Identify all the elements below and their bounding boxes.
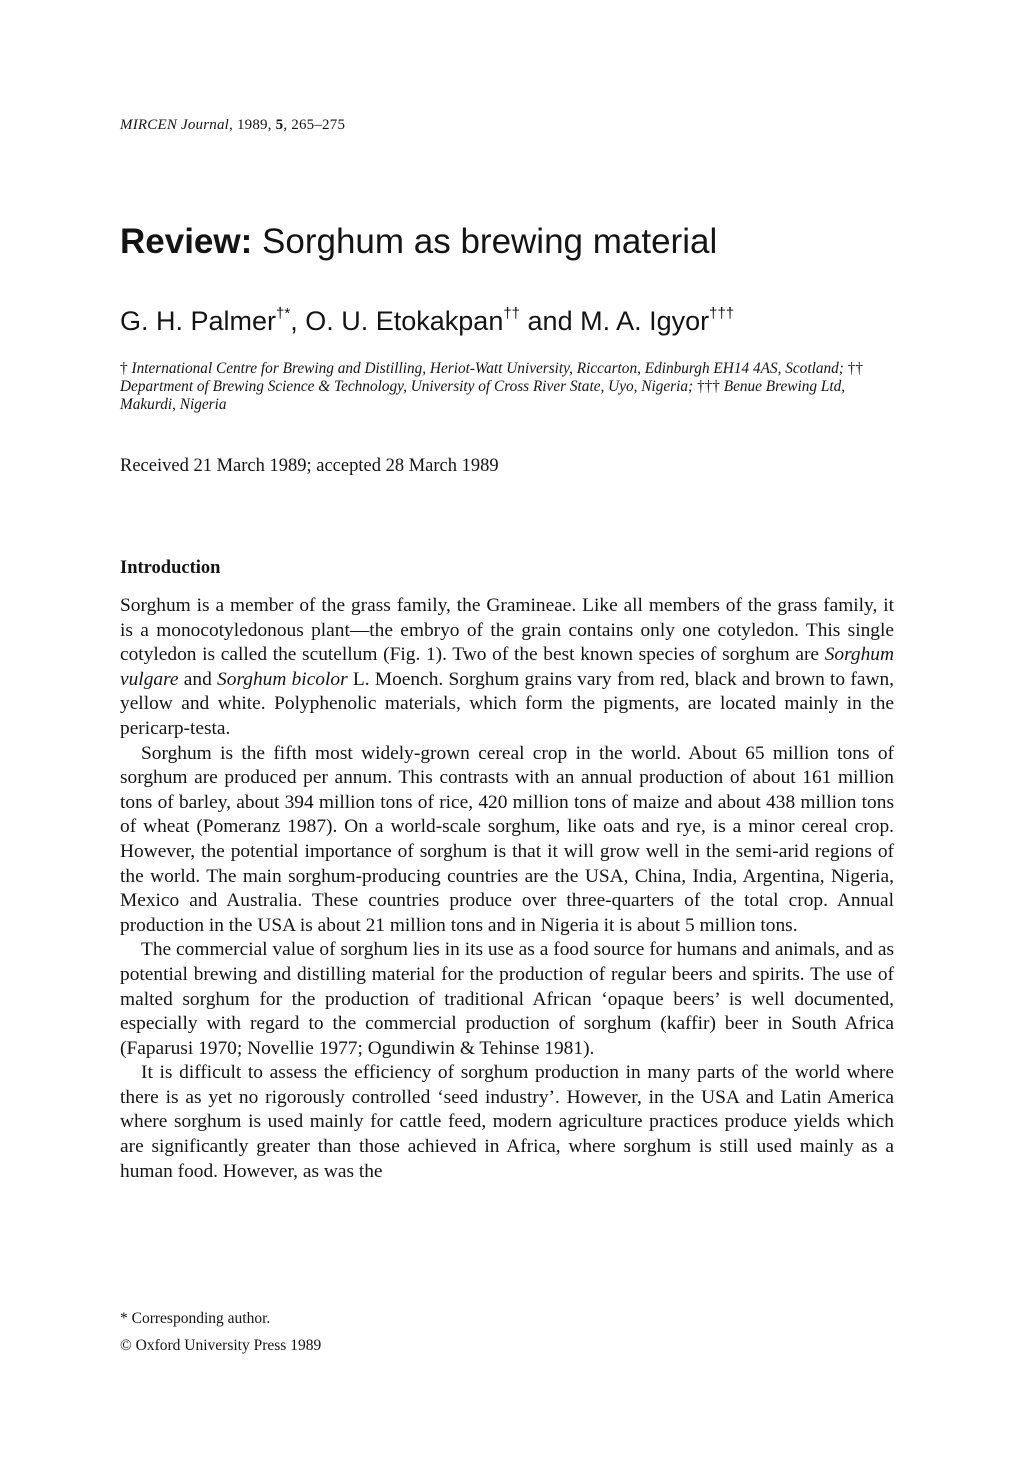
section-heading-introduction: Introduction bbox=[120, 558, 221, 578]
introduction-body bbox=[120, 594, 894, 1184]
affil-mark-3: ††† bbox=[696, 378, 720, 395]
author-igyor: M. A. Igyor bbox=[580, 306, 710, 336]
author-list bbox=[120, 306, 734, 337]
author-separator: , bbox=[290, 306, 306, 336]
affil-text-3: Benue Brewing Ltd, Makurdi, Nigeria bbox=[120, 378, 846, 413]
affil-mark-2: †† bbox=[847, 360, 863, 377]
species-sorghum-bicolor: Sorghum bicolor bbox=[217, 668, 348, 690]
author-etokakpan-mark: †† bbox=[503, 305, 521, 322]
affil-text-2: Department of Brewing Science & Technology, University of Cross River State, Uyo, Nigeria; bbox=[120, 378, 697, 395]
paragraph-2: Sorghum is the fifth most widely-grown cereal crop in the world. About 65 million tons of sorghum are produced per annum. This contrasts with an annual production of about 161 million tons of barley, about 394 million tons of rice, 420 million tons of maize and about 438 million tons of wheat (Pomeranz 1987). On a world-scale sorghum, like oats and rye, is a minor cereal crop. However, the potential importance of sorghum is that it will grow well in the semi-arid regions of the world. The main sorghum-producing countries are the USA, China, India, Argentina, Nigeria, Mexico and Australia. These countries produce over three-quarters of the total crop. Annual production in the USA is about 21 million tons and in Nigeria it is about 5 million tons. bbox=[120, 742, 894, 936]
footnotes bbox=[120, 1305, 321, 1359]
paragraph-1-part-a: Sorghum is a member of the grass family, the Gramineae. Like all members of the grass family, it is a monocotyledonous plant—the embryo of the grain contains only one cotyledon. This single cotyledon is called the scutellum (Fig. 1). Two of the best known species of sorghum are bbox=[120, 595, 894, 666]
footnote-copyright: © Oxford University Press 1989 bbox=[120, 1337, 322, 1354]
paragraph-4: It is difficult to assess the efficiency of sorghum production in many parts of the world where there is as yet no rigorously controlled ‘seed industry’. However, in the USA and Latin America where sorghum is used mainly for cattle feed, modern agriculture practices produce yields which are significantly greater than those achieved in Africa, where sorghum is still used mainly as a human food. However, as was the bbox=[120, 1062, 894, 1182]
paragraph-3: The commercial value of sorghum lies in its use as a food source for humans and animals, and as potential brewing and distilling material for the production of regular beers and spirits. The use of malted sorghum for the production of traditional African ‘opaque beers’ is well documented, especially with regard to the commercial production of sorghum (kaffir) beer in South Africa (Faparusi 1970; Novellie 1977; Ogundiwin & Tehinse 1981). bbox=[120, 939, 894, 1059]
journal-volume: 5 bbox=[275, 117, 284, 133]
journal-citation bbox=[120, 117, 345, 134]
journal-year: , 1989, bbox=[229, 117, 276, 133]
author-igyor-mark: ††† bbox=[709, 305, 735, 322]
article-title bbox=[120, 222, 717, 262]
paragraph-1 bbox=[120, 594, 894, 742]
affil-mark-1: † bbox=[120, 360, 128, 377]
journal-pages: , 265–275 bbox=[283, 117, 346, 133]
footnote-corresponding-author: * Corresponding author. bbox=[120, 1310, 271, 1327]
received-dates: Received 21 March 1989; accepted 28 March 1989 bbox=[120, 456, 499, 476]
journal-name: MIRCEN Journal bbox=[120, 117, 230, 133]
affiliations bbox=[120, 360, 900, 414]
title-text: Sorghum as brewing material bbox=[262, 222, 718, 261]
title-label: Review: bbox=[120, 222, 253, 261]
species-sorghum-vulgare: Sorghum vulgare bbox=[120, 644, 894, 690]
author-separator-and: and bbox=[520, 306, 581, 336]
paragraph-1-part-b: and bbox=[178, 668, 218, 690]
author-etokakpan: O. U. Etokakpan bbox=[305, 306, 504, 336]
paragraph-1-part-c: L. Moench. Sorghum grains vary from red, black and brown to fawn, yellow and white. Polyphenolic materials, which form the pigments, are located mainly in the pericarp-testa. bbox=[120, 668, 894, 739]
author-palmer: G. H. Palmer bbox=[120, 306, 277, 336]
affil-text-1: International Centre for Brewing and Distilling, Heriot-Watt University, Riccarton, Edinburgh EH14 4AS, Scotland; bbox=[127, 360, 848, 377]
author-palmer-mark: †* bbox=[276, 305, 291, 322]
